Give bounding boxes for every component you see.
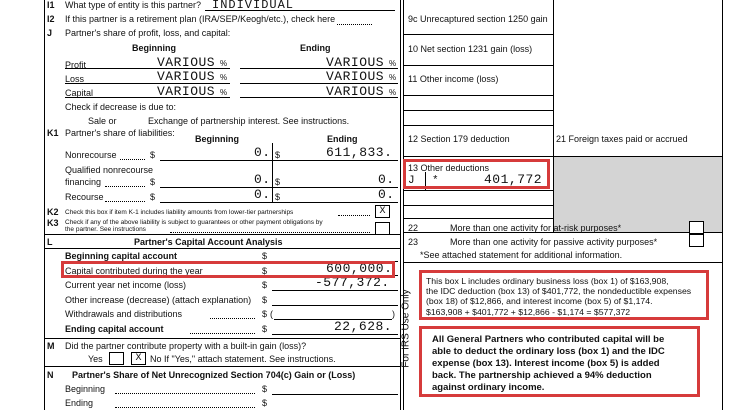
box-11-sub-3 (403, 125, 553, 126)
profit-beginning: VARIOUS (157, 55, 216, 70)
loss-label: Loss (65, 74, 85, 84)
i2-code: I2 (47, 14, 55, 24)
loss-beg-pct: % (220, 73, 228, 82)
net-income-value: -577,372. (315, 275, 390, 290)
qnr-end-dollar: $ (275, 177, 281, 187)
m-top-line (44, 338, 400, 339)
withdrawals-label: Withdrawals and distributions (65, 309, 183, 319)
qnr-label-2: financing (65, 177, 102, 187)
ending-capital-label: Ending capital account (65, 324, 164, 334)
n-beginning-dollar: $ (262, 384, 268, 394)
profit-end-pct: % (389, 59, 397, 68)
j-text: Partner's share of profit, loss, and capital: (65, 28, 231, 38)
note2-line-1: All General Partners who contributed capital will be (432, 334, 665, 345)
capital-underline-end (240, 97, 398, 98)
note1-line-3: (box 18) of $12,866, and interest income (box 5) of $1,174. (426, 296, 653, 307)
box-13-sub-2 (403, 205, 553, 206)
note2-line-3: expense (box 13). Interest income (box 5) is added (432, 358, 660, 369)
i1-code: I1 (47, 0, 55, 10)
k3-code: K3 (47, 218, 59, 228)
annotation-general-partners (419, 326, 700, 397)
profit-beg-pct: % (220, 59, 228, 68)
box-9c: 9c Unrecaptured section 1250 gain (408, 14, 548, 24)
pls-beginning-header: Beginning (132, 43, 176, 53)
other-increase-line (272, 305, 398, 306)
capital-contributed-dollar: $ (262, 266, 268, 276)
n-top-line (44, 366, 400, 367)
m-yes-checkbox[interactable] (109, 352, 124, 365)
box-11-sub-1 (403, 95, 553, 96)
qnr-beginning: 0. (254, 172, 271, 187)
capital-contributed-highlight (61, 261, 395, 278)
beginning-capital-label: Beginning capital account (65, 251, 178, 261)
n-beginning-line (272, 394, 398, 395)
box-10-line (403, 65, 553, 66)
net-income-line (272, 290, 398, 291)
k3-text-2: the partner. See instructions (65, 226, 146, 233)
i2-text: If this partner is a retirement plan (IRA/SEP/Keogh/etc.), check here (65, 14, 336, 24)
recourse-dots (105, 201, 145, 202)
box-21: 21 Foreign taxes paid or accrued (556, 134, 688, 144)
l-code: L (47, 237, 53, 247)
box-23-checkbox[interactable] (689, 234, 704, 247)
n-code: N (47, 370, 54, 380)
n-beginning-label: Beginning (65, 384, 106, 394)
qnr-dollar: $ (150, 177, 156, 187)
ending-capital-dots (190, 333, 255, 334)
n-ending-dollar: $ (262, 398, 268, 408)
note1-line-2: the IDC deduction (box 13) of $401,772, the nondeductible expenses (426, 286, 692, 297)
nonrecourse-dots (120, 159, 145, 160)
box-13-value: 401,772 (484, 172, 543, 187)
note1-line-4: $163,908 + $401,772 + $12,866 - $1,174 = $577,372 (426, 306, 631, 317)
profit-label: Profit (65, 60, 87, 70)
qnr-label-1: Qualified nonrecourse (65, 165, 154, 175)
box-22-text: More than one activity for at-risk purposes* (450, 223, 622, 233)
note2-line-4: back. The partnership achieved a 94% deduction (432, 370, 652, 381)
m-no-text: No If "Yes," attach statement. See instructions. (150, 354, 336, 364)
see-attached-line (403, 262, 722, 263)
i1-text: What type of entity is this partner? (65, 0, 202, 10)
entity-type-value: INDIVIDUAL (212, 0, 295, 12)
k2-dots (338, 215, 370, 216)
withdrawals-dots (210, 318, 255, 319)
k-column-divider (272, 143, 273, 203)
n-ending-dots (115, 407, 255, 408)
withdrawals-paren-open: ( (270, 309, 273, 319)
see-attached-text: *See attached statement for additional information. (420, 250, 623, 260)
recourse-beginning: 0. (254, 187, 271, 202)
capital-ending: VARIOUS (326, 84, 385, 99)
recourse-ending: 0. (378, 187, 395, 202)
loss-beginning: VARIOUS (157, 69, 216, 84)
n-title: Partner's Share of Net Unrecognized Section 704(c) Gain or (Loss) (72, 370, 356, 380)
j-code: J (47, 28, 53, 38)
recourse-dollar: $ (150, 192, 156, 202)
capital-beg-pct: % (220, 88, 228, 97)
capital-beginning: VARIOUS (157, 84, 216, 99)
withdrawals-dollar: $ (262, 309, 268, 319)
note1-line-1: This box L includes ordinary business loss (box 1) of $163,908, (426, 276, 669, 286)
capital-contributed-label: Capital contributed during the year (65, 266, 203, 276)
note2-line-5: against ordinary income. (432, 382, 545, 393)
box-23-num: 23 (408, 237, 419, 247)
box-13-code: J (408, 175, 415, 187)
k1-code: K1 (47, 128, 59, 138)
nonrecourse-label: Nonrecourse (65, 150, 117, 160)
k3-dots (170, 232, 370, 233)
recourse-label: Recourse (65, 192, 104, 202)
qnr-dots (105, 186, 145, 187)
exchange-text: Exchange of partnership interest. See instructions. (148, 116, 350, 126)
profit-ending: VARIOUS (326, 55, 385, 70)
recourse-underline (160, 202, 398, 203)
nonrecourse-beginning: 0. (254, 145, 271, 160)
box-13-title: 13 Other deductions (408, 163, 490, 173)
k2-code: K2 (47, 207, 59, 217)
nonrecourse-underline (160, 160, 398, 161)
annotation-box-l-explanation (419, 270, 709, 320)
box-13-star: * (432, 175, 439, 187)
k2-text: Check this box if item K-1 includes liability amounts from lower-tier partnerships (65, 209, 294, 216)
irs-use-only-label: For IRS Use Only (400, 289, 412, 368)
box-11-sub-2 (403, 110, 553, 111)
recourse-end-dollar: $ (275, 192, 281, 202)
box-23-text: More than one activity for passive activity purposes* (450, 237, 658, 247)
box-10: 10 Net section 1231 gain (loss) (408, 44, 533, 54)
n-beginning-dots (115, 393, 255, 394)
pls-ending-header: Ending (300, 43, 331, 53)
ending-capital-value: 22,628. (334, 319, 393, 334)
left-border (44, 0, 45, 410)
sale-or-text: Sale or (88, 116, 117, 126)
nonrecourse-end-dollar: $ (275, 150, 281, 160)
qnr-underline (160, 187, 398, 188)
loss-end-pct: % (389, 73, 397, 82)
box-13-sub-1 (403, 190, 553, 191)
k-beginning-header: Beginning (195, 134, 239, 144)
box-12: 12 Section 179 deduction (408, 134, 510, 144)
note2-line-2: able to deduct the ordinary loss (box 1) and the IDC (432, 346, 665, 357)
withdrawals-paren-close: ) (392, 309, 395, 319)
k1-text: Partner's share of liabilities: (65, 128, 175, 138)
entity-type-underline (205, 10, 395, 11)
box-22-checkbox[interactable] (689, 221, 704, 234)
ending-capital-line (272, 334, 398, 335)
box-9c-line (403, 34, 553, 35)
beginning-capital-dollar: $ (262, 251, 268, 261)
l-title-line (44, 248, 400, 249)
qnr-ending: 0. (378, 172, 395, 187)
check-decrease-text: Check if decrease is due to: (65, 102, 177, 112)
l-title: Partner's Capital Account Analysis (134, 237, 283, 247)
ending-capital-dollar: $ (262, 324, 268, 334)
box-13-sub-3 (403, 218, 553, 219)
capital-underline (65, 97, 230, 98)
l-top-line (44, 234, 400, 235)
i2-dots (337, 24, 372, 25)
m-text: Did the partner contribute property with a built-in gain (loss)? (65, 341, 307, 351)
m-no-checkbox[interactable]: X (131, 352, 146, 365)
m-code: M (47, 341, 55, 351)
other-increase-label: Other increase (decrease) (attach explanation) (65, 295, 252, 305)
m-yes-label: Yes (88, 354, 103, 364)
capital-end-pct: % (389, 88, 397, 97)
loss-ending: VARIOUS (326, 69, 385, 84)
box-13-highlight (403, 159, 550, 189)
k3-text-1: Check if any of the above liability is subject to guarantees or other payment obligations by (65, 219, 323, 226)
capital-contributed-value: 600,000. (326, 261, 393, 276)
net-income-label: Current year net income (loss) (65, 280, 187, 290)
k2-checkbox[interactable]: X (375, 205, 390, 218)
n-ending-label: Ending (65, 398, 94, 408)
box-22-num: 22 (408, 223, 419, 233)
nonrecourse-dollar: $ (150, 150, 156, 160)
k-ending-header: Ending (327, 134, 358, 144)
net-income-dollar: $ (262, 280, 268, 290)
nonrecourse-ending: 611,833. (326, 145, 393, 160)
box-11: 11 Other income (loss) (408, 74, 499, 84)
other-increase-dollar: $ (262, 295, 268, 305)
right-border (722, 0, 723, 410)
capital-label: Capital (65, 88, 94, 98)
